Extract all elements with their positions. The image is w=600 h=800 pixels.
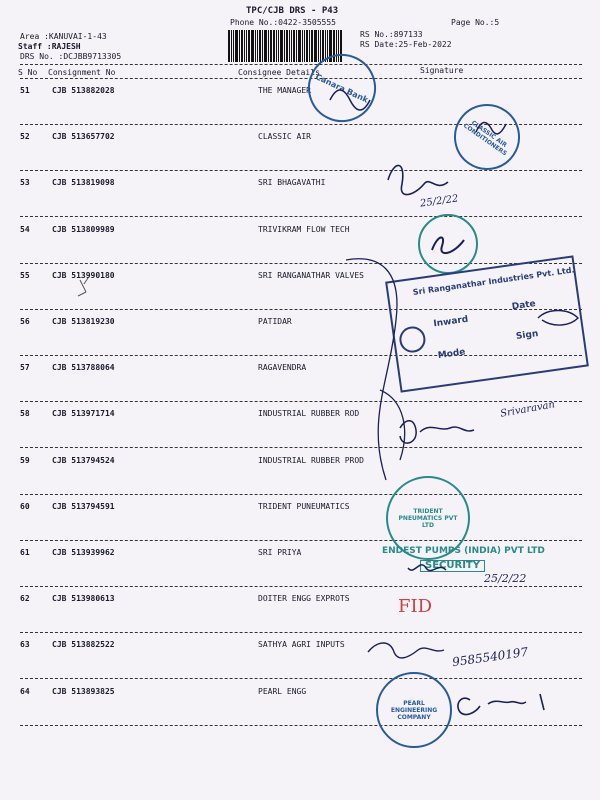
page-number: Page No.:5 xyxy=(451,18,500,27)
document-title: TPC/CJB DRS - P43 xyxy=(246,6,339,16)
signature-row64 xyxy=(458,694,544,714)
phone-number: Phone No.:0422-3505555 xyxy=(230,18,336,27)
row-consignment-no: CJB 513980613 xyxy=(52,594,115,604)
area-label: Area :KANUVAI-1-43 xyxy=(20,32,107,41)
row-consignment-no: CJB 513882522 xyxy=(52,640,115,650)
row-consignment-no: CJB 513939962 xyxy=(52,548,115,557)
endest-stamp: ENDEST PUMPS (INDIA) PVT LTD xyxy=(382,546,545,556)
signature-row58 xyxy=(380,390,405,460)
row-consignee: DOITER ENGG EXPROTS xyxy=(258,594,350,604)
row53-handwritten-date: 25/2/22 xyxy=(419,193,460,210)
ranganathar-sign: Sign xyxy=(515,329,540,343)
row-sno: 63 xyxy=(20,640,30,650)
row-consignment-no: CJB 513819230 xyxy=(52,317,115,326)
column-header-signature: Signature xyxy=(420,66,464,75)
classic-air-stamp-text: CLASSIC AIR CONDITIONERS xyxy=(461,119,508,158)
signature-row63 xyxy=(368,643,444,658)
row-consignee: PEARL ENGG xyxy=(258,686,307,696)
ranganathar-company: Sri Ranganathar Industries Pvt. Ltd. xyxy=(412,265,576,297)
row-consignment-no: CJB 513809989 xyxy=(52,224,115,234)
ranganathar-mode: Mode xyxy=(437,347,467,362)
row-sno: 56 xyxy=(20,317,30,326)
column-header-consignment: Consignment No xyxy=(48,68,116,77)
row-consignee: CLASSIC AIR xyxy=(258,132,311,142)
row-sno: 55 xyxy=(20,270,30,280)
row-consignment-no: CJB 513657702 xyxy=(52,132,115,142)
row-sno: 52 xyxy=(20,132,30,142)
staff-name: RAJESH xyxy=(51,42,81,51)
ranganathar-date: Date xyxy=(511,299,537,313)
signature-row59 xyxy=(400,421,474,443)
row-consignment-no: CJB 513893825 xyxy=(52,686,115,696)
column-header-sno: S No xyxy=(18,68,38,77)
row-sno: 54 xyxy=(20,224,30,234)
security-stamp: SECURITY xyxy=(420,560,485,572)
staff-prefix: Staff : xyxy=(18,42,52,51)
row62-handwritten-note: FID xyxy=(398,596,433,617)
row-consignee: PATIDAR xyxy=(258,317,292,326)
row-consignee: RAGAVENDRA xyxy=(258,363,307,373)
row-consignee: TRIDENT PUNEUMATICS xyxy=(258,501,350,511)
row-sno: 53 xyxy=(20,178,30,188)
row-sno: 59 xyxy=(20,455,30,465)
row-consignee: SATHYA AGRI INPUTS xyxy=(258,640,345,650)
row-consignment-no: CJB 513788064 xyxy=(52,363,115,373)
signature-row55 xyxy=(346,259,397,480)
mark-row55 xyxy=(78,278,88,296)
row-sno: 60 xyxy=(20,501,30,511)
row61-handwritten-date: 25/2/22 xyxy=(484,572,527,585)
row-consignee: SRI RANGANATHAR VALVES xyxy=(258,270,364,280)
signature-row52 xyxy=(476,122,506,133)
row-sno: 64 xyxy=(20,686,30,696)
column-header-consignee: Consignee Details xyxy=(238,68,320,77)
ranganathar-inward: Inward xyxy=(432,314,469,330)
row-consignee: THE MANAGER xyxy=(258,86,311,95)
canara-bank-stamp-text: Canara Bank xyxy=(314,71,370,105)
trident-stamp-text: TRIDENT PNEUMATICS PVT LTD xyxy=(398,507,458,529)
row-consignee: INDUSTRIAL RUBBER PROD xyxy=(258,455,364,465)
row-consignee: SRI PRIYA xyxy=(258,548,302,557)
rs-number: RS No.:897133 xyxy=(360,30,423,39)
row-consignment-no: CJB 513990180 xyxy=(52,270,115,280)
rs-date: RS Date:25-Feb-2022 xyxy=(360,40,452,49)
signature-row51 xyxy=(330,90,370,110)
row-consignment-no: CJB 513971714 xyxy=(52,409,115,419)
row-sno: 51 xyxy=(20,86,30,95)
signature-row57 xyxy=(538,311,578,326)
row-consignment-no: CJB 513819098 xyxy=(52,178,115,188)
signature-row53 xyxy=(388,165,448,194)
row58-handwritten-note: Srivaravan xyxy=(499,399,556,420)
row-sno: 62 xyxy=(20,594,30,604)
row-consignee: TRIVIKRAM FLOW TECH xyxy=(258,224,350,234)
row-sno: 61 xyxy=(20,548,30,557)
row-sno: 57 xyxy=(20,363,30,373)
row-consignment-no: CJB 513794591 xyxy=(52,501,115,511)
row-consignment-no: CJB 513882028 xyxy=(52,86,115,95)
row-consignee: INDUSTRIAL RUBBER ROD xyxy=(258,409,360,419)
row-consignment-no: CJB 513794524 xyxy=(52,455,115,465)
drs-number: DRS No. :DCJBB9713305 xyxy=(20,52,122,61)
row63-handwritten-phone: 9585540197 xyxy=(451,644,529,670)
signature-row61 xyxy=(408,565,446,571)
pearl-engineering-stamp-text: PEARL ENGINEERING COMPANY xyxy=(390,699,438,721)
row-sno: 58 xyxy=(20,409,30,419)
row-consignee: SRI BHAGAVATHI xyxy=(258,178,326,188)
